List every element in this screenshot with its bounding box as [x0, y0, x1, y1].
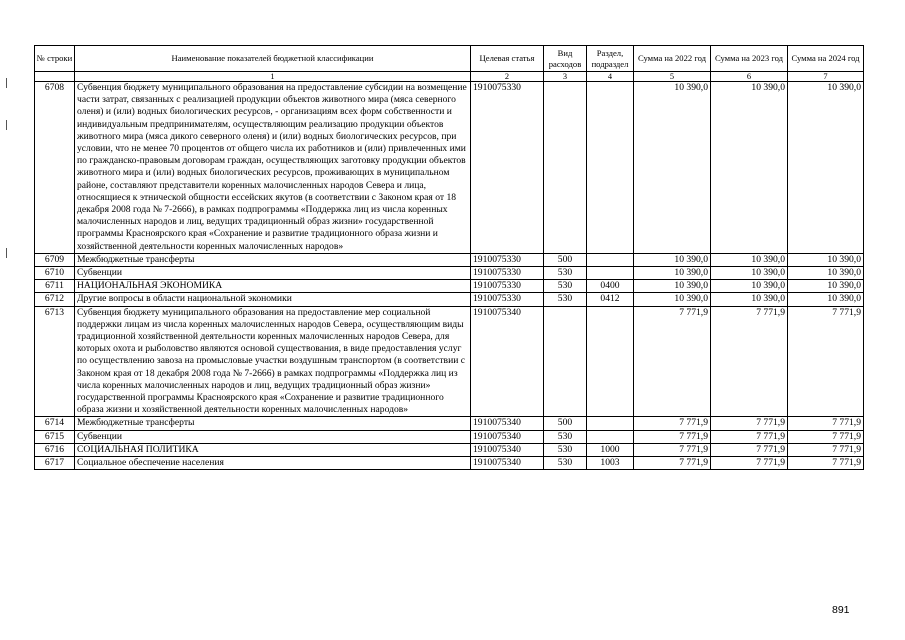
- indicator-name: Субвенции: [75, 267, 471, 280]
- header-sum-2022: Сумма на 2022 год: [634, 46, 711, 72]
- column-number: 1: [75, 72, 471, 82]
- table-row: [35, 293, 864, 306]
- sum-2022: 10 390,0: [634, 267, 711, 280]
- sum-2023: 7 771,9: [711, 306, 788, 417]
- row-number: 6712: [35, 293, 75, 306]
- expense-type: 530: [544, 443, 587, 456]
- sum-2024: 10 390,0: [788, 293, 864, 306]
- indicator-name: Субвенции: [75, 430, 471, 443]
- indicator-name: Субвенция бюджету муниципального образования на предоставление мер социальной поддержки лицам из числа коренных малочисленных народов Севера, осуществляющим виды традиционной хозяйственной деятельности коренных малочисленных народов Севера, для которых охота и рыболовство являются основой существования, в виде предоставления услуг по осуществлению завоза на промысловые участки воздушным транспортом (в соответствии с Законом края от 18 декабря 2008 года № 7-2666) в рамках подпрограммы «Поддержка лиц из числа коренных малочисленных народов и лиц, ведущих традиционный образ жизни» государственной программы Красноярского края «Сохранение и развитие традиционного образа жизни и хозяйственной деятельности коренных малочисленных народов»: [75, 306, 471, 417]
- section-code: [587, 253, 634, 266]
- sum-2023: 10 390,0: [711, 293, 788, 306]
- expense-type: 530: [544, 457, 587, 470]
- binding-mark: [6, 78, 7, 88]
- row-number: 6708: [35, 82, 75, 254]
- section-code: [587, 306, 634, 417]
- binding-mark: [6, 120, 7, 130]
- row-number: 6710: [35, 267, 75, 280]
- sum-2024: 10 390,0: [788, 82, 864, 254]
- sum-2023: 7 771,9: [711, 430, 788, 443]
- sum-2024: 7 771,9: [788, 443, 864, 456]
- row-number: 6716: [35, 443, 75, 456]
- expense-type: 500: [544, 417, 587, 430]
- sum-2024: 7 771,9: [788, 430, 864, 443]
- target-article: 1910075340: [471, 457, 544, 470]
- section-code: [587, 417, 634, 430]
- sum-2024: 7 771,9: [788, 457, 864, 470]
- table-row: [35, 430, 864, 443]
- row-number: 6713: [35, 306, 75, 417]
- sum-2024: 7 771,9: [788, 417, 864, 430]
- sum-2023: 7 771,9: [711, 443, 788, 456]
- sum-2023: 7 771,9: [711, 457, 788, 470]
- sum-2022: 10 390,0: [634, 253, 711, 266]
- header-expense-type: Вид расходов: [544, 46, 587, 72]
- target-article: 1910075340: [471, 417, 544, 430]
- expense-type: [544, 82, 587, 254]
- table-row: [35, 457, 864, 470]
- expense-type: 530: [544, 280, 587, 293]
- sum-2022: 10 390,0: [634, 82, 711, 254]
- indicator-name: НАЦИОНАЛЬНАЯ ЭКОНОМИКА: [75, 280, 471, 293]
- header-row-number: № строки: [35, 46, 75, 72]
- section-code: [587, 267, 634, 280]
- header-target-article: Целевая статья: [471, 46, 544, 72]
- target-article: 1910075340: [471, 306, 544, 417]
- section-code: [587, 82, 634, 254]
- indicator-name: Субвенция бюджету муниципального образования на предоставление субсидии на возмещение части затрат, связанных с реализацией продукции объектов животного мира (мяса северного оленя) и (или) водных биологических ресурсов, - организациям всех форм собственности и индивидуальным предпринимателям, осуществляющим реализацию продукции объектов животного мира (мяса дикого северного оленя) и (или) водных биологических ресурсов, при условии, что не менее 70 процентов от общего числа их работников и (или) привлеченных ими по гражданско-правовым договорам граждан, осуществляющих заготовку продукции объектов животного мира и (или) водных биологических ресурсов, проживающих в муниципальном районе, составляют представители коренных малочисленных народов Севера и лица, относящиеся к этнической общности ессейских якутов (в соответствии с Законом края от 18 декабря 2008 года № 7-2666), в рамках подпрограммы «Поддержка лиц из числа коренных малочисленных народов и лиц, ведущих традиционный образ жизни» государственной программы Красноярского края «Сохранение и развитие традиционного образа жизни и хозяйственной деятельности коренных малочисленных народов»: [75, 82, 471, 254]
- row-number: 6715: [35, 430, 75, 443]
- column-number: 7: [788, 72, 864, 82]
- row-number: 6709: [35, 253, 75, 266]
- column-number: [35, 72, 75, 82]
- column-number: 4: [587, 72, 634, 82]
- target-article: 1910075340: [471, 443, 544, 456]
- target-article: 1910075330: [471, 253, 544, 266]
- target-article: 1910075340: [471, 430, 544, 443]
- indicator-name: Социальное обеспечение населения: [75, 457, 471, 470]
- column-number-row: [35, 72, 864, 82]
- sum-2022: 7 771,9: [634, 443, 711, 456]
- table-row: [35, 443, 864, 456]
- column-number: 5: [634, 72, 711, 82]
- sum-2022: 7 771,9: [634, 417, 711, 430]
- row-number: 6714: [35, 417, 75, 430]
- header-sum-2024: Сумма на 2024 год: [788, 46, 864, 72]
- sum-2023: 7 771,9: [711, 417, 788, 430]
- row-number: 6711: [35, 280, 75, 293]
- target-article: 1910075330: [471, 82, 544, 254]
- table-row: [35, 417, 864, 430]
- section-code: 0400: [587, 280, 634, 293]
- sum-2022: 7 771,9: [634, 430, 711, 443]
- column-number: 3: [544, 72, 587, 82]
- sum-2023: 10 390,0: [711, 267, 788, 280]
- sum-2023: 10 390,0: [711, 280, 788, 293]
- budget-table: [34, 45, 864, 470]
- table-row: [35, 267, 864, 280]
- sum-2023: 10 390,0: [711, 82, 788, 254]
- column-number: 6: [711, 72, 788, 82]
- table-header-row: [35, 46, 864, 72]
- table-row: [35, 82, 864, 254]
- header-sum-2023: Сумма на 2023 год: [711, 46, 788, 72]
- indicator-name: Межбюджетные трансферты: [75, 253, 471, 266]
- sum-2022: 10 390,0: [634, 293, 711, 306]
- target-article: 1910075330: [471, 293, 544, 306]
- sum-2022: 10 390,0: [634, 280, 711, 293]
- indicator-name: Другие вопросы в области национальной экономики: [75, 293, 471, 306]
- sum-2024: 10 390,0: [788, 267, 864, 280]
- table-row: [35, 306, 864, 417]
- target-article: 1910075330: [471, 267, 544, 280]
- expense-type: 530: [544, 267, 587, 280]
- sum-2022: 7 771,9: [634, 457, 711, 470]
- row-number: 6717: [35, 457, 75, 470]
- section-code: 1000: [587, 443, 634, 456]
- column-number: 2: [471, 72, 544, 82]
- section-code: [587, 430, 634, 443]
- binding-mark: [6, 248, 7, 258]
- header-indicator-name: Наименование показателей бюджетной классификации: [75, 46, 471, 72]
- sum-2022: 7 771,9: [634, 306, 711, 417]
- sum-2024: 10 390,0: [788, 253, 864, 266]
- header-section: Раздел, подраздел: [587, 46, 634, 72]
- sum-2024: 7 771,9: [788, 306, 864, 417]
- page-number: 891: [832, 604, 850, 616]
- expense-type: 500: [544, 253, 587, 266]
- table-row: [35, 253, 864, 266]
- section-code: 0412: [587, 293, 634, 306]
- sum-2023: 10 390,0: [711, 253, 788, 266]
- expense-type: [544, 306, 587, 417]
- target-article: 1910075330: [471, 280, 544, 293]
- sum-2024: 10 390,0: [788, 280, 864, 293]
- indicator-name: Межбюджетные трансферты: [75, 417, 471, 430]
- section-code: 1003: [587, 457, 634, 470]
- expense-type: 530: [544, 430, 587, 443]
- table-row: [35, 280, 864, 293]
- expense-type: 530: [544, 293, 587, 306]
- indicator-name: СОЦИАЛЬНАЯ ПОЛИТИКА: [75, 443, 471, 456]
